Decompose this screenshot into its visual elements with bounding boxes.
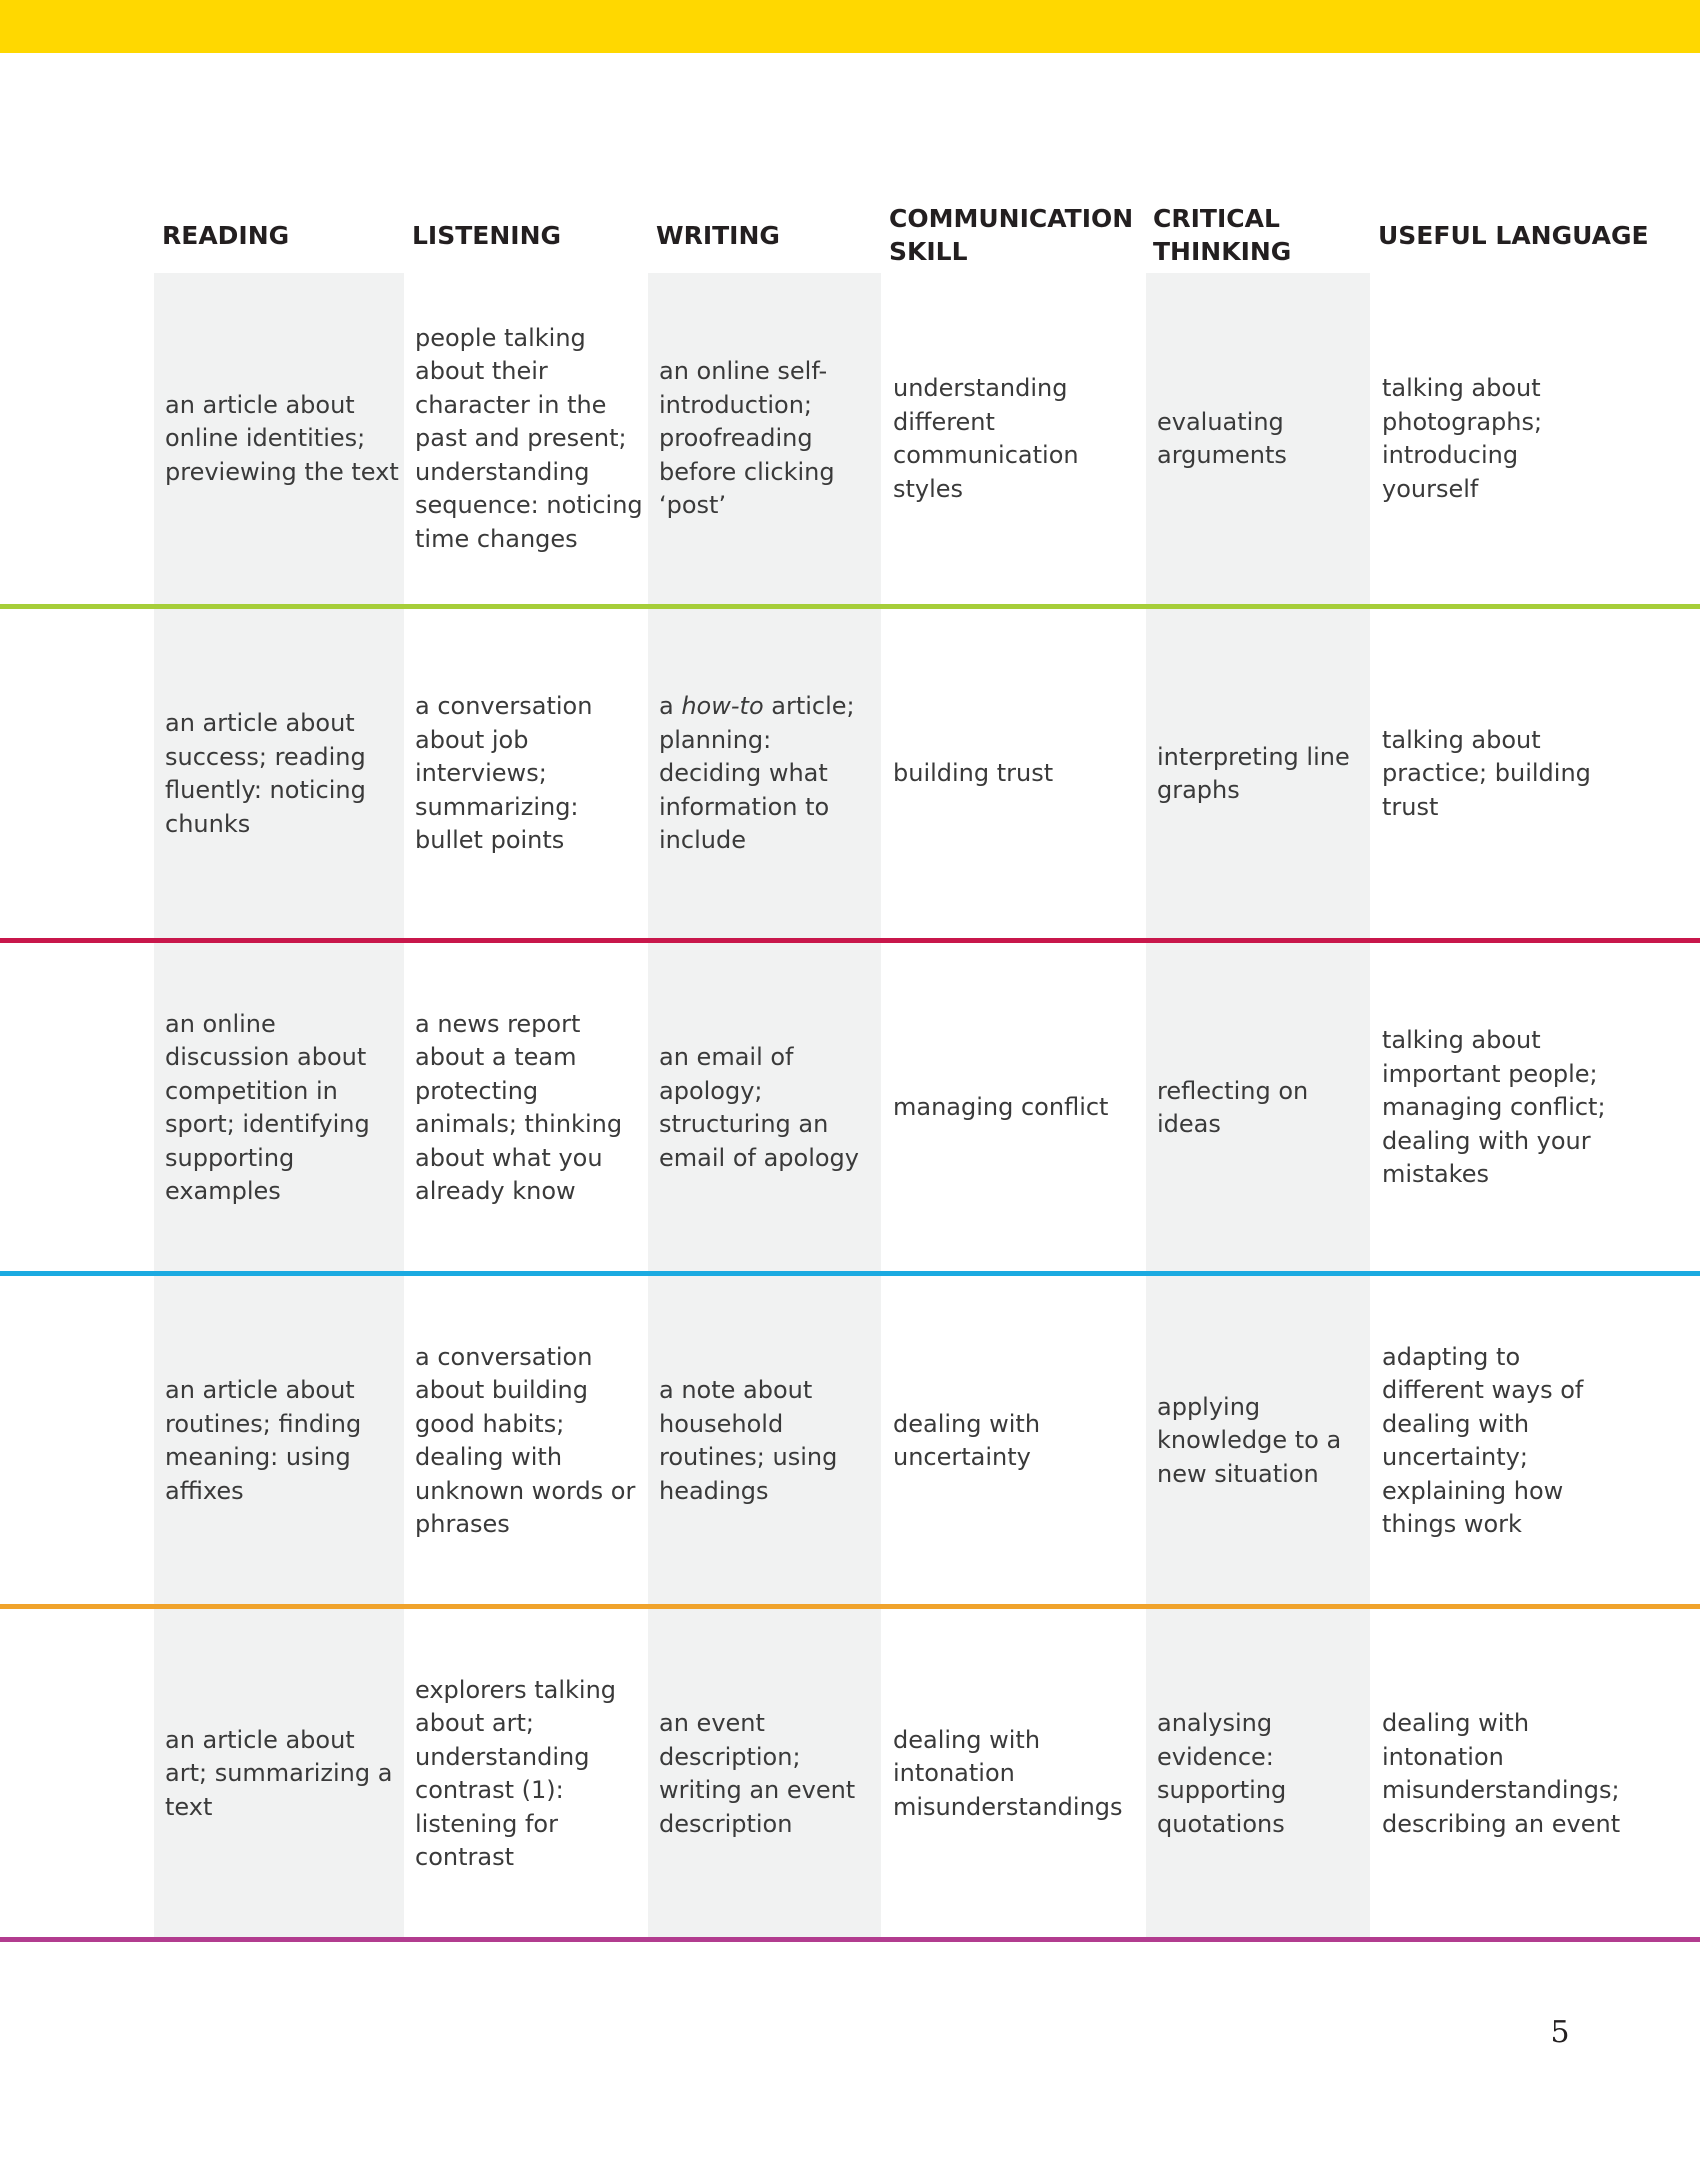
cell-useful-language: talking about important people; managing conflict; dealing with your mistakes <box>1382 1026 1606 1189</box>
table-row <box>0 1276 1700 1606</box>
table-row <box>0 609 1700 939</box>
cell-writing: an event description; writing an event description <box>659 1709 856 1838</box>
cell-reading: an article about art; summarizing a text <box>165 1725 393 1821</box>
cell-critical-thinking: interpreting line graphs <box>1157 742 1350 804</box>
cell-reading: an article about routines; finding meaning: using affixes <box>165 1376 362 1505</box>
cell-communication-skill: dealing with intonation misunderstandings <box>893 1725 1123 1821</box>
cell-communication-skill: dealing with uncertainty <box>893 1409 1041 1471</box>
cell-communication-skill: managing conflict <box>893 1093 1109 1122</box>
cell-listening: a conversation about job interviews; summarizing: bullet points <box>415 692 593 855</box>
cell-listening: explorers talking about art; understanding contrast (1): listening for contrast <box>415 1675 617 1871</box>
cell-critical-thinking: evaluating arguments <box>1157 407 1287 469</box>
cell-useful-language: adapting to different ways of dealing with uncertainty; explaining how things work <box>1382 1342 1584 1538</box>
cell-writing: a how-to article; planning: deciding what information to include <box>659 692 855 855</box>
cell-useful-language: talking about practice; building trust <box>1382 725 1591 821</box>
cell-listening: a conversation about building good habits; dealing with unknown words or phrases <box>415 1342 636 1538</box>
cell-reading: an online discussion about competition in sport; identifying supporting examples <box>165 1009 370 1205</box>
cell-critical-thinking: analysing evidence: supporting quotations <box>1157 1709 1287 1838</box>
cell-listening: people talking about their character in the past and present; understanding sequence: noticing time changes <box>415 323 643 553</box>
cell-critical-thinking: reflecting on ideas <box>1157 1076 1309 1138</box>
table-row <box>0 274 1700 604</box>
cell-critical-thinking: applying knowledge to a new situation <box>1157 1392 1342 1488</box>
cell-reading: an article about online identities; previewing the text <box>165 390 399 486</box>
cell-communication-skill: building trust <box>893 759 1054 788</box>
cell-reading: an article about success; reading fluently: noticing chunks <box>165 709 366 838</box>
cell-writing: a note about household routines; using headings <box>659 1376 838 1505</box>
page-number: 5 <box>1550 2015 1570 2050</box>
header-communication-skill: COMMUNICATION SKILL <box>889 204 1134 266</box>
cell-writing: an email of apology; structuring an email of apology <box>659 1043 859 1172</box>
table-row <box>0 943 1700 1273</box>
top-color-bar <box>0 0 1700 53</box>
table-row <box>0 1609 1700 1939</box>
header-critical-thinking: CRITICAL THINKING <box>1153 204 1292 266</box>
cell-communication-skill: understanding different communication styles <box>893 374 1079 503</box>
header-useful-language: USEFUL LANGUAGE <box>1378 220 1649 250</box>
cell-useful-language: dealing with intonation misunderstandings; describing an event <box>1382 1709 1621 1838</box>
header-writing: WRITING <box>656 220 780 250</box>
row-separator <box>0 1937 1700 1942</box>
cell-writing: an online self-introduction; proofreading before clicking ‘post’ <box>659 357 835 520</box>
cell-listening: a news report about a team protecting animals; thinking about what you already know <box>415 1009 623 1205</box>
header-listening: LISTENING <box>412 220 562 250</box>
cell-useful-language: talking about photographs; introducing yourself <box>1382 374 1543 503</box>
header-reading: READING <box>162 220 290 250</box>
